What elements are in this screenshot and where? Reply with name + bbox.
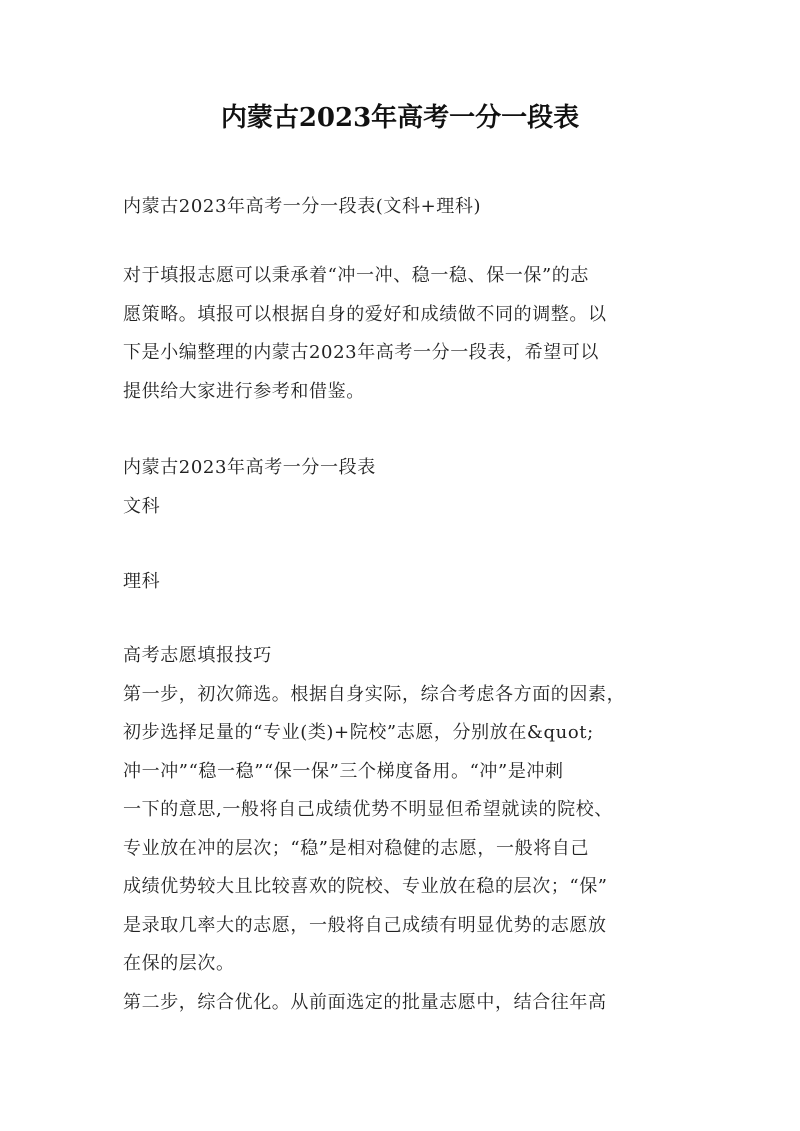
intro-line: 提供给大家进行参考和借鉴。 [123, 380, 365, 402]
tips-line: 第一步，初次筛选。根据自身实际，综合考虑各方面的因素， [123, 683, 626, 705]
tips-line: 冲一冲”“稳一稳”“保一保”三个梯度备用。“冲”是冲刺 [123, 760, 564, 782]
tips-line: 专业放在冲的层次；“稳”是相对稳健的志愿，一般将自己 [123, 837, 590, 859]
like-section [123, 563, 693, 602]
tips-line: 一下的意思,一般将自己成绩优势不明显但希望就读的院校、 [123, 799, 613, 820]
tips-line: 在保的层次。 [123, 953, 235, 974]
document-subtitle [123, 188, 693, 227]
intro-line: 下是小编整理的内蒙古2023年高考一分一段表，希望可以 [123, 342, 600, 363]
table-heading: 内蒙古2023年高考一分一段表 [123, 457, 376, 478]
intro-paragraph [123, 257, 693, 411]
tips-heading: 高考志愿填报技巧 [123, 645, 272, 666]
document-title: 内蒙古2023年高考一分一段表 [220, 103, 580, 133]
tips-paragraph [123, 637, 693, 1022]
section-like: 理科 [123, 571, 161, 592]
tips-line: 第二步，综合优化。从前面选定的批量志愿中，结合往年高 [123, 991, 607, 1013]
tips-line: 成绩优势较大且比较喜欢的院校、专业放在稳的层次；“保” [123, 876, 608, 897]
section-wenke: 文科 [123, 495, 161, 517]
subtitle-text: 内蒙古2023年高考一分一段表(文科+理科) [123, 196, 482, 217]
intro-line: 愿策略。填报可以根据自身的爱好和成绩做不同的调整。以 [123, 303, 607, 325]
tips-line: 是录取几率大的志愿，一般将自己成绩有明显优势的志愿放 [123, 914, 607, 936]
table-section [123, 449, 693, 526]
intro-line: 对于填报志愿可以秉承着“冲一冲、稳一稳、保一保”的志 [123, 265, 590, 286]
tips-line: 初步选择足量的“专业(类)+院校”志愿，分别放在&quot; [123, 722, 594, 743]
